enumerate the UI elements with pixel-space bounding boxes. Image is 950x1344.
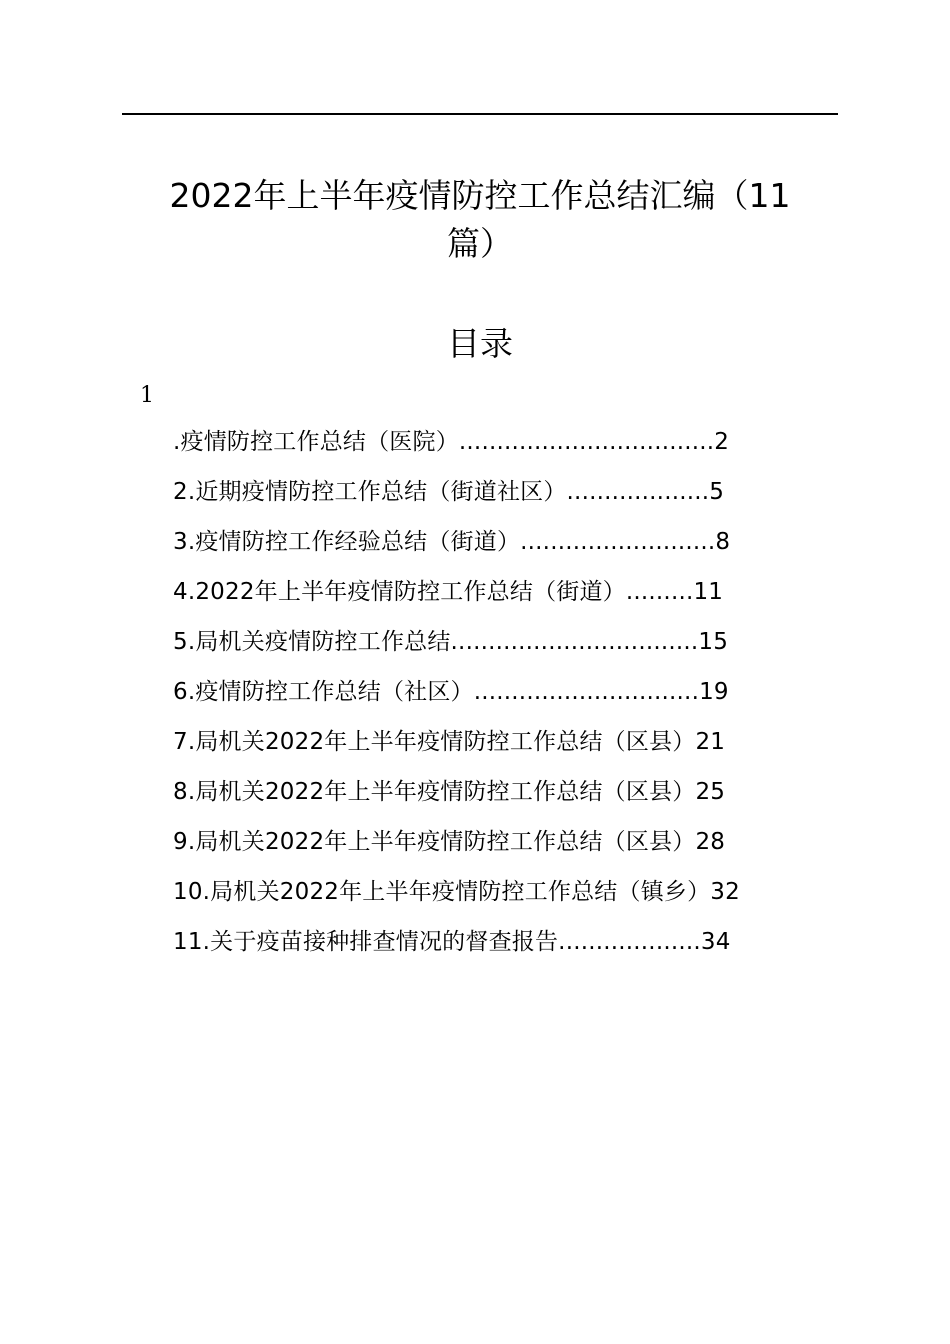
toc-entry-5[interactable]: 5.局机关疫情防控工作总结.................................15: [173, 629, 729, 655]
header-rule: [122, 113, 838, 115]
document-title: [122, 172, 838, 268]
toc-entry-7[interactable]: 7.局机关2022年上半年疫情防控工作总结（区县）21: [173, 729, 726, 755]
stray-list-number: 1: [140, 383, 154, 408]
toc-entry-1[interactable]: .疫情防控工作总结（医院）..................................2: [173, 429, 730, 455]
toc-entry-10[interactable]: 10.局机关2022年上半年疫情防控工作总结（镇乡）32: [173, 879, 740, 905]
document-title-line-1: 2022年上半年疫情防控工作总结汇编（11: [169, 176, 791, 215]
document-title-line-2: 篇）: [447, 224, 513, 263]
toc-entry-8[interactable]: 8.局机关2022年上半年疫情防控工作总结（区县）25: [173, 779, 726, 805]
toc-entry-4[interactable]: 4.2022年上半年疫情防控工作总结（街道）.........11: [173, 579, 724, 605]
table-of-contents: [173, 424, 740, 974]
toc-entry-3[interactable]: 3.疫情防控工作经验总结（街道）..........................8: [173, 529, 731, 555]
toc-entry-11[interactable]: 11.关于疫苗接种排查情况的督查报告...................34: [173, 929, 731, 955]
toc-entry-6[interactable]: 6.疫情防控工作总结（社区）..............................19: [173, 679, 729, 705]
toc-entry-9[interactable]: 9.局机关2022年上半年疫情防控工作总结（区县）28: [173, 829, 726, 855]
toc-entry-2[interactable]: 2.近期疫情防控工作总结（街道社区）...................5: [173, 479, 725, 505]
toc-heading: 目录: [447, 324, 513, 363]
